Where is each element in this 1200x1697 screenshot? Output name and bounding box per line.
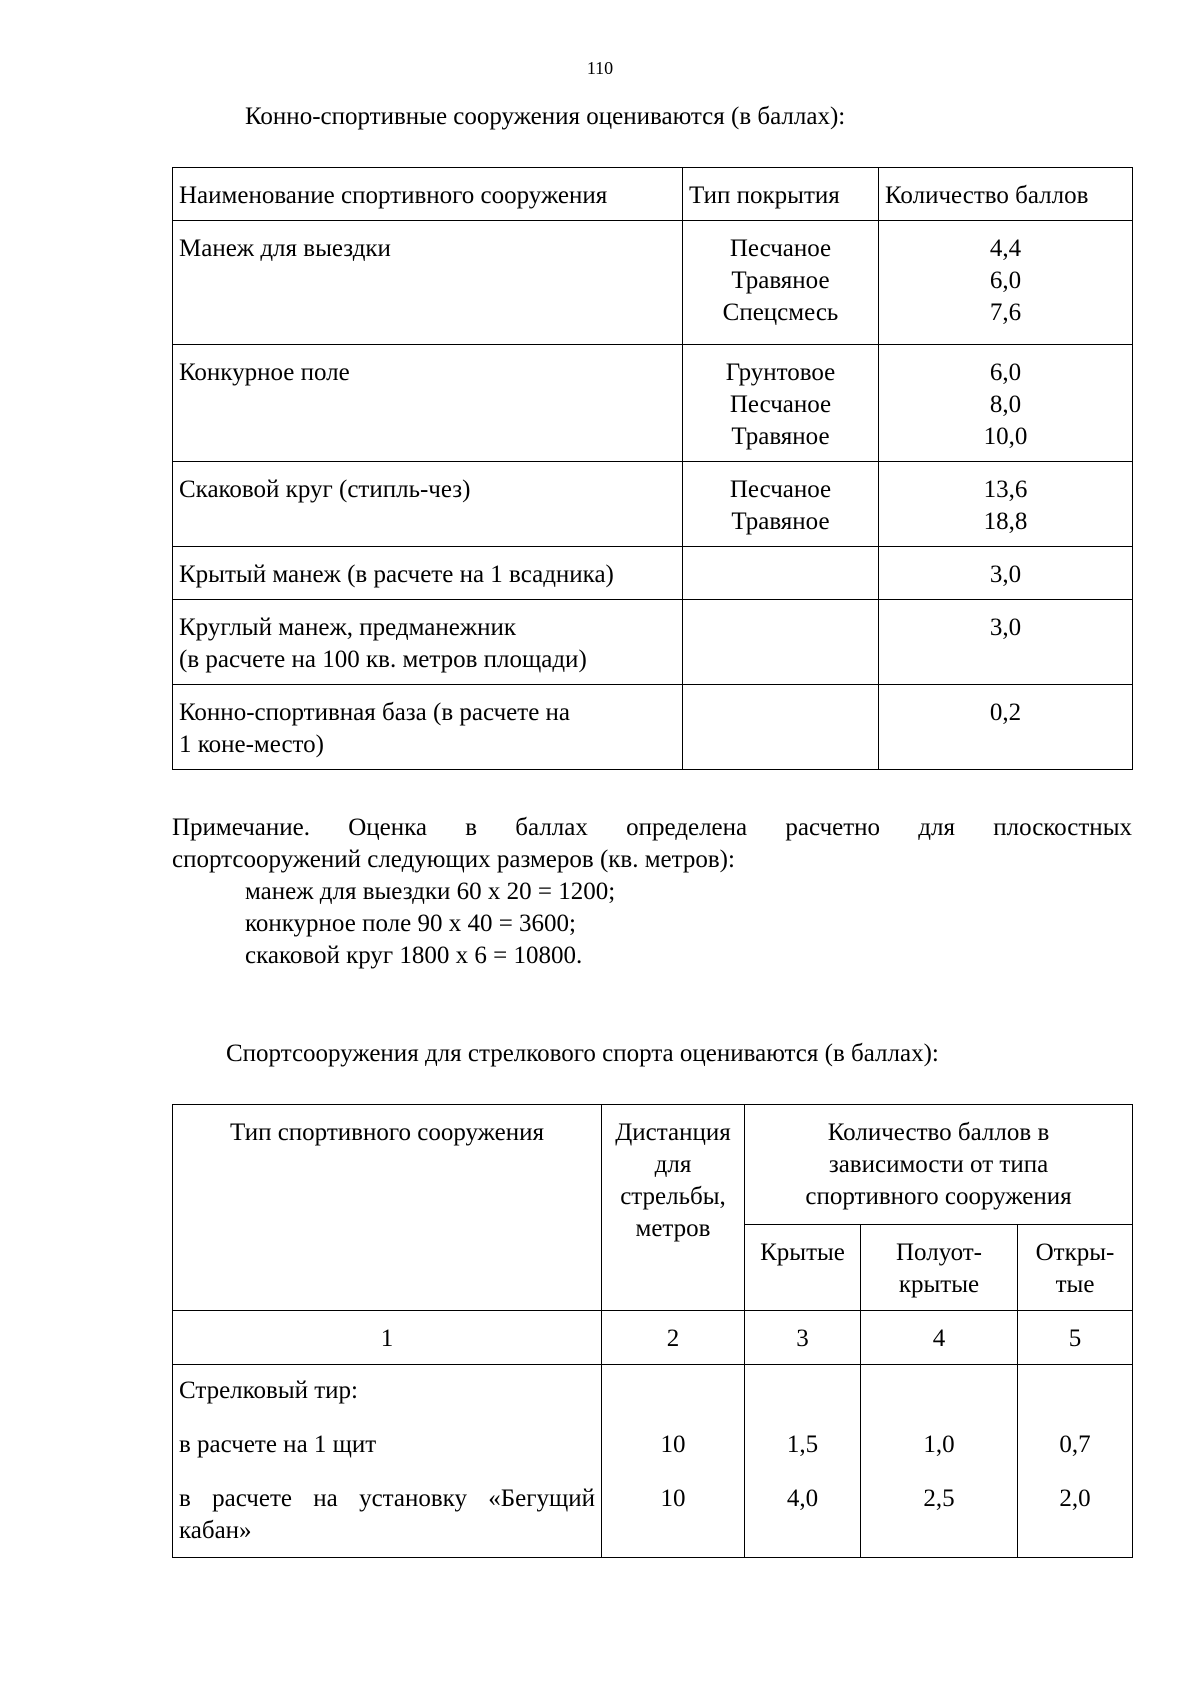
points-cell [879,221,1133,345]
facility-name-cell [173,462,683,547]
points-value: 7,6 [989,299,1022,326]
table-row [173,685,1133,770]
column-number-row [173,1311,1133,1365]
facility-name-cell [173,547,683,600]
header-open-line: Откры- [1035,1239,1115,1266]
semi-covered-value: 1,0 [923,1431,955,1458]
shooting-table [172,1104,1133,1558]
open-value: 2,0 [1059,1485,1091,1512]
points-value: 0,2 [989,699,1022,726]
header-points-group [745,1105,1133,1225]
header-facility-type: Тип спортивного сооружения [173,1105,602,1311]
header-distance-line: для [654,1151,692,1178]
row-name-cell [173,1365,602,1558]
open-cell [1018,1365,1133,1558]
covered-value: 4,0 [786,1485,819,1512]
column-number: 2 [602,1311,745,1365]
table-row [173,600,1133,685]
facility-name: 1 коне-место) [179,731,324,758]
table-row [173,462,1133,547]
coverage-type: Травяное [731,508,830,535]
header-points-line: спортивного сооружения [805,1183,1072,1210]
semi-covered-cell [861,1365,1018,1558]
page-number: 110 [586,58,614,78]
facility-name: Конно-спортивная база (в расчете на [179,699,571,726]
coverage-type-cell [683,462,879,547]
header-open-line: тые [1055,1271,1095,1298]
coverage-type-cell [683,345,879,462]
coverage-type-cell [683,600,879,685]
distance-cell [602,1365,745,1558]
covered-cell [745,1365,861,1558]
row-name: в расчете на установку «Бегущий [179,1485,595,1512]
table-row [173,547,1133,600]
header-points-line: зависимости от типа [828,1151,1049,1178]
points-cell [879,345,1133,462]
header-semi-line: крытые [898,1271,980,1298]
note-item: манеж для выездки 60 х 20 = 1200; [245,878,616,905]
coverage-type: Песчаное [729,235,832,262]
facility-name: Круглый манеж, предманежник [179,614,516,641]
coverage-type: Спецсмесь [722,299,839,326]
points-cell [879,685,1133,770]
note [172,812,1132,972]
coverage-type: Травяное [731,267,830,294]
facility-name: (в расчете на 100 кв. метров площади) [179,646,587,673]
equestrian-caption: Конно-спортивные сооружения оцениваются (в баллах): [245,103,846,130]
header-distance-line: метров [635,1215,711,1242]
shooting-caption: Спортсооружения для стрелкового спорта оцениваются (в баллах): [226,1040,939,1067]
semi-covered-value: 2,5 [923,1485,955,1512]
points-value: 6,0 [989,267,1022,294]
column-number: 4 [861,1311,1018,1365]
covered-value: 1,5 [786,1431,819,1458]
points-value: 6,0 [989,359,1022,386]
header-points: Количество баллов [879,168,1133,221]
facility-name-cell [173,345,683,462]
equestrian-table [172,167,1133,770]
coverage-type-cell [683,547,879,600]
row-name: в расчете на 1 щит [179,1431,377,1458]
column-number: 3 [745,1311,861,1365]
note-item: конкурное поле 90 х 40 = 3600; [245,910,576,937]
table-header-row [173,168,1133,221]
points-value: 3,0 [989,561,1022,588]
coverage-type: Грунтовое [725,359,836,386]
column-number: 1 [173,1311,602,1365]
points-cell [879,462,1133,547]
points-value: 18,8 [983,508,1028,535]
points-value: 3,0 [989,614,1022,641]
facility-name: Крытый манеж (в расчете на 1 всадника) [179,561,614,588]
facility-name-cell [173,600,683,685]
note-line-1: Примечание. Оценка в баллах определена расчетно для плоскостных [172,814,1132,841]
header-semi-line: Полуот- [896,1239,982,1266]
header-distance-line: Дистанция [615,1119,731,1146]
header-coverage-type: Тип покрытия [683,168,879,221]
coverage-type-cell [683,221,879,345]
column-number: 5 [1018,1311,1133,1365]
facility-name: Конкурное поле [179,359,350,386]
header-distance-line: стрельбы, [620,1183,726,1210]
header-distance [602,1105,745,1311]
coverage-type: Песчаное [729,476,832,503]
table-row [173,345,1133,462]
coverage-type-cell [683,685,879,770]
distance-value: 10 [660,1485,686,1512]
equestrian-table-body [173,221,1133,770]
header-open [1018,1225,1133,1311]
coverage-type: Песчаное [729,391,832,418]
row-name: кабан» [179,1517,252,1544]
table-row [173,221,1133,345]
note-line-2: спортсооружений следующих размеров (кв. метров): [172,846,735,873]
facility-name-cell [173,685,683,770]
points-cell [879,600,1133,685]
points-value: 4,4 [989,235,1022,262]
facility-name: Манеж для выездки [179,235,391,262]
facility-name-cell [173,221,683,345]
header-facility-name: Наименование спортивного сооружения [173,168,683,221]
points-value: 13,6 [983,476,1028,503]
header-points-line: Количество баллов в [827,1119,1050,1146]
group-label: Стрелковый тир: [179,1377,359,1404]
points-value: 10,0 [983,423,1028,450]
table-header-row [173,1105,1133,1225]
table-row [173,1365,1133,1558]
header-semi-covered [861,1225,1018,1311]
facility-name: Скаковой круг (стипль-чез) [179,476,471,503]
coverage-type: Травяное [731,423,830,450]
points-value: 8,0 [989,391,1022,418]
distance-value: 10 [660,1431,686,1458]
header-covered: Крытые [745,1225,861,1311]
note-item: скаковой круг 1800 х 6 = 10800. [245,942,583,969]
points-cell [879,547,1133,600]
open-value: 0,7 [1059,1431,1091,1458]
